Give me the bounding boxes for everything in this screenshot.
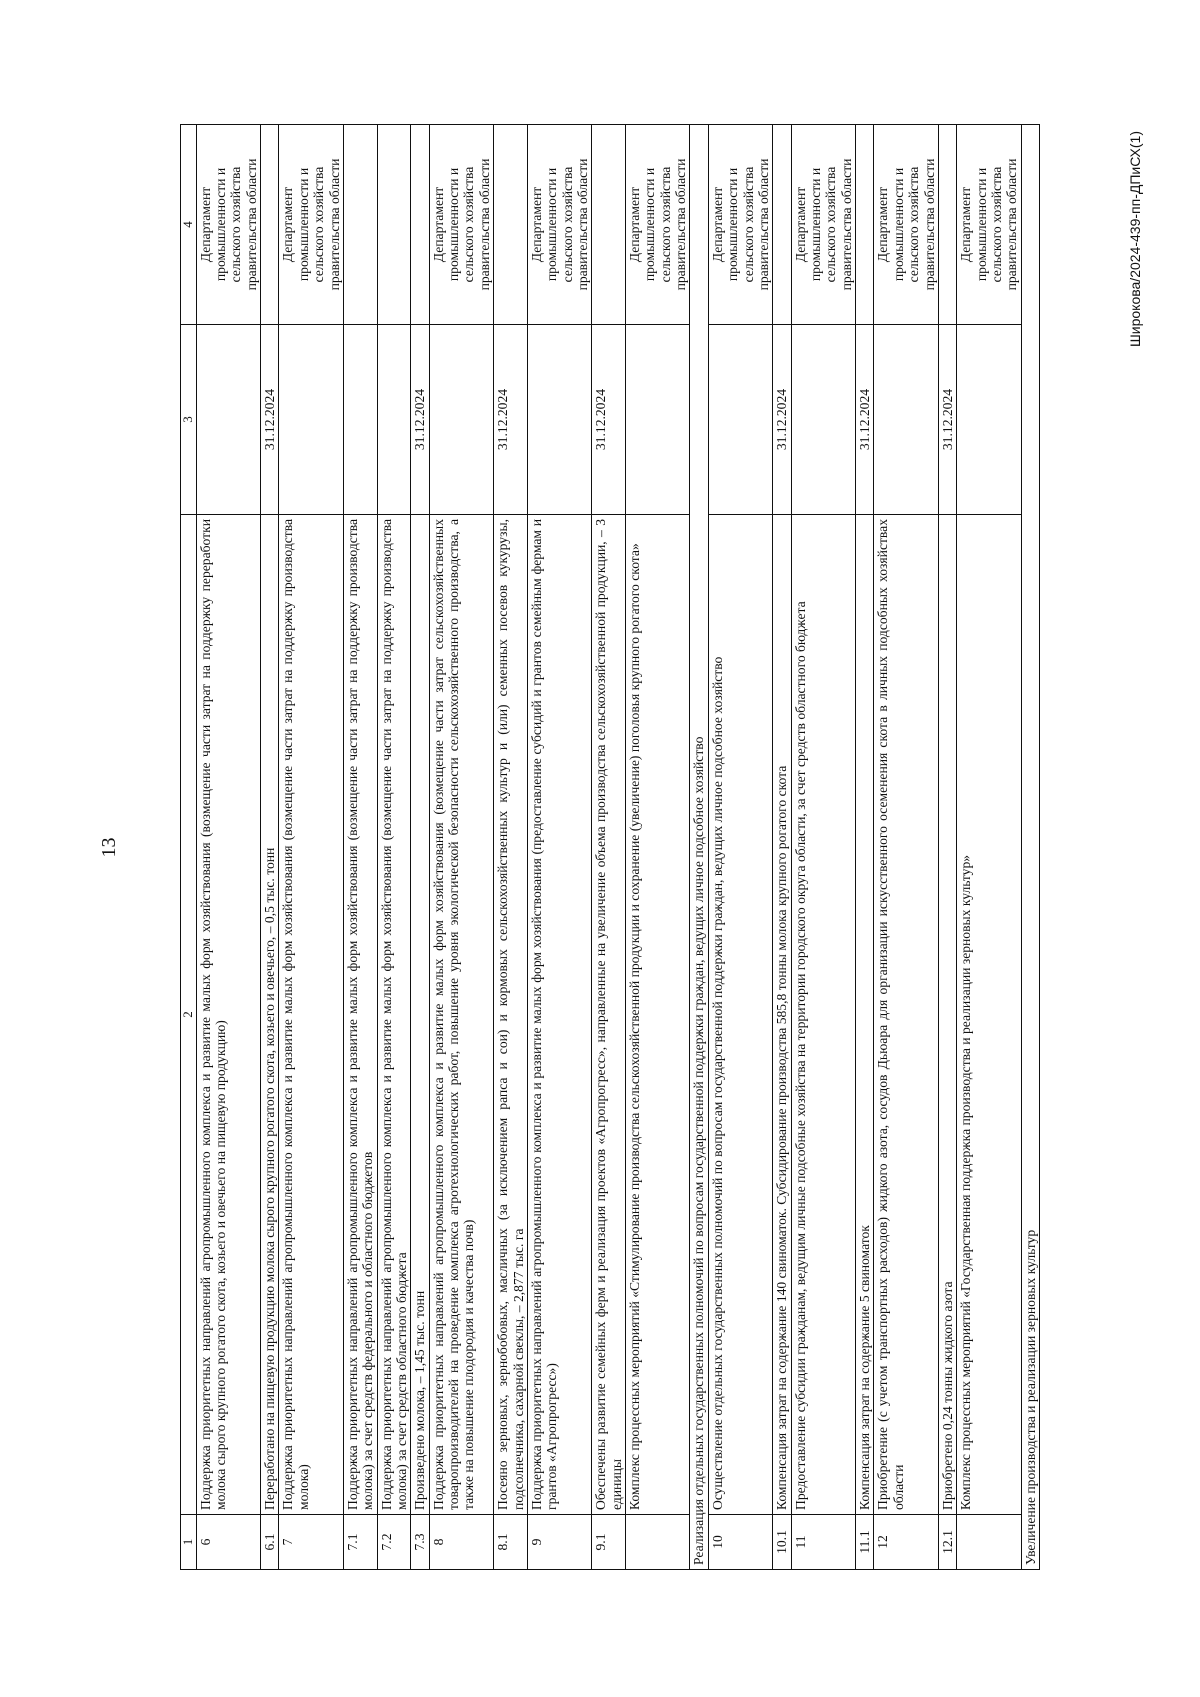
row-department [377, 125, 411, 325]
table-body [196, 125, 1039, 1570]
row-date [527, 325, 591, 515]
document-code: Широкова/2024-439-пп-ДПиСХ(1) [1127, 131, 1143, 348]
table-row [411, 125, 429, 1570]
table-row [429, 125, 493, 1570]
department-line: правительства области [574, 158, 590, 291]
department-line: Департамент [430, 186, 446, 263]
table-row [791, 125, 855, 1570]
row-number: 7 [279, 1515, 343, 1570]
row-date [791, 325, 855, 515]
row-description: Предоставление субсидии гражданам, ведущим личные подсобные хозяйства на территории городского округа области, за счет средств областного бюджета [791, 515, 855, 1515]
row-department [343, 125, 377, 325]
row-number: 12.1 [938, 1515, 956, 1570]
row-description: Компенсация затрат на содержание 140 свиноматок. Субсидирование производства 585,8 тонны молока крупного рогатого скота [773, 515, 791, 1515]
table-row [1021, 125, 1039, 1570]
row-department [494, 125, 528, 325]
table-row [343, 125, 377, 1570]
row-department [592, 125, 626, 325]
table-row [938, 125, 956, 1570]
row-date: 31.12.2024 [773, 325, 791, 515]
row-department [261, 125, 279, 325]
row-description: Поддержка приоритетных направлений агропромышленного комплекса и развитие малых форм хозяйствования (возмещение части затрат сельскохозяйственных товаропроизводителей на проведение комплекса агротехнологических работ, повышение уровня экологической безопасности сельскохозяйственного производства, а также на повышение плодородия и качества почв) [429, 515, 493, 1515]
row-number: 9.1 [592, 1515, 626, 1570]
row-department [791, 125, 855, 325]
department-line: Департамент [280, 186, 296, 263]
department-line: правительства области [1004, 158, 1020, 291]
row-description: Поддержка приоритетных направлений агропромышленного комплекса и развитие малых форм хозяйствования (возмещение части затрат на поддержку производства молока) за счет средств областного бюджета [377, 515, 411, 1515]
row-description: Посеяно зерновых, зернобобовых, масличных (за исключением рапса и сои) и кормовых сельскохозяйственных культур и (или) семенных посевов кукурузы, подсолнечника, сахарной свеклы, – 2,877 тыс. га [494, 515, 528, 1515]
row-number: 8 [429, 1515, 493, 1570]
section-title: Реализация отдельных государственных полномочий по вопросам государственной поддержки граждан, ведущих личное подсобное хозяйство [690, 125, 708, 1570]
row-date [196, 325, 260, 515]
row-date [874, 325, 938, 515]
row-number: 8.1 [494, 1515, 528, 1570]
rotated-page [98, 125, 1143, 1570]
row-department [411, 125, 429, 325]
row-department [874, 125, 938, 325]
row-date: 31.12.2024 [938, 325, 956, 515]
section-title: Увеличение производства и реализации зерновых культур [1021, 125, 1039, 1570]
row-department [773, 125, 791, 325]
department-line: промышленности и [973, 167, 989, 282]
department-line: промышленности и [213, 167, 229, 282]
table-row [708, 125, 772, 1570]
row-description: Обеспечены развитие семейных ферм и реализация проектов «Агропрогресс», направленные на увеличение объема производства сельскохозяйственной продукции, – 3 единицы [592, 515, 626, 1515]
department-line: Департамент [627, 186, 643, 263]
row-number: 6.1 [261, 1515, 279, 1570]
row-number: 11.1 [856, 1515, 874, 1570]
table-row [874, 125, 938, 1570]
department-line: сельского хозяйства [657, 166, 673, 283]
page-number: 13 [98, 837, 120, 858]
table-row [773, 125, 791, 1570]
row-date [279, 325, 343, 515]
row-date [626, 325, 690, 515]
row-date [708, 325, 772, 515]
department-line: Департамент [528, 186, 544, 263]
row-department [196, 125, 260, 325]
row-description: Поддержка приоритетных направлений агропромышленного комплекса и развитие малых форм хозяйствования (предоставление субсидий и грантов семейным фермам и грантов «Агропрогресс») [527, 515, 591, 1515]
table-row [279, 125, 343, 1570]
row-number [957, 1515, 1021, 1570]
row-date: 31.12.2024 [411, 325, 429, 515]
department-line: Департамент [958, 186, 974, 263]
row-date [429, 325, 493, 515]
row-department [708, 125, 772, 325]
row-description: Приобретено 0,24 тонны жидкого азота [938, 515, 956, 1515]
row-description: Переработано на пищевую продукцию молока сырого крупного рогатого скота, козьего и овечьего, – 0,5 тыс. тонн [261, 515, 279, 1515]
department-line: сельского хозяйства [311, 166, 327, 283]
row-department [626, 125, 690, 325]
row-number: 10 [708, 1515, 772, 1570]
row-department [279, 125, 343, 325]
row-number: 12 [874, 1515, 938, 1570]
department-line: сельского хозяйства [559, 166, 575, 283]
row-description: Поддержка приоритетных направлений агропромышленного комплекса и развитие малых форм хозяйствования (возмещение части затрат на поддержку переработки молока сырого крупного рогатого скота, козьего и овечьего на пищевую продукцию) [196, 515, 260, 1515]
department-line: сельского хозяйства [906, 166, 922, 283]
table-row [957, 125, 1021, 1570]
row-department [957, 125, 1021, 325]
header-cell: 1 [181, 1515, 197, 1570]
department-line: Департамент [792, 186, 808, 263]
row-date [957, 325, 1021, 515]
department-line: сельского хозяйства [461, 166, 477, 283]
row-description: Произведено молока, – 1,45 тыс. тонн [411, 515, 429, 1515]
department-line: промышленности и [807, 167, 823, 282]
department-line: правительства области [243, 158, 259, 291]
row-date [377, 325, 411, 515]
department-line: сельского хозяйства [988, 166, 1004, 283]
department-line: правительства области [838, 158, 854, 291]
department-line: Департамент [197, 186, 213, 263]
row-number: 6 [196, 1515, 260, 1570]
department-line: Департамент [875, 186, 891, 263]
row-number [626, 1515, 690, 1570]
row-number: 10.1 [773, 1515, 791, 1570]
department-line: сельского хозяйства [228, 166, 244, 283]
department-line: промышленности и [446, 167, 462, 282]
plan-table [180, 124, 1040, 1570]
row-number: 7.2 [377, 1515, 411, 1570]
table-row [527, 125, 591, 1570]
row-description: Комплекс процессных мероприятий «Стимулирование производства сельскохозяйственной продукции и сохранение (увеличение) поголовья крупного рогатого скота» [626, 515, 690, 1515]
row-department [856, 125, 874, 325]
department-line: правительства области [476, 158, 492, 291]
row-number: 9 [527, 1515, 591, 1570]
row-department [938, 125, 956, 325]
table-row [690, 125, 708, 1570]
row-number: 7.3 [411, 1515, 429, 1570]
row-date: 31.12.2024 [494, 325, 528, 515]
table-header-row [181, 125, 197, 1570]
table-row [196, 125, 260, 1570]
row-date: 31.12.2024 [592, 325, 626, 515]
row-description: Компенсация затрат на содержание 5 свиноматок [856, 515, 874, 1515]
table-row [626, 125, 690, 1570]
row-description: Поддержка приоритетных направлений агропромышленного комплекса и развитие малых форм хозяйствования (возмещение части затрат на поддержку производства молока) за счет средств федерального и областного бюджетов [343, 515, 377, 1515]
row-description: Осуществление отдельных государственных полномочий по вопросам государственной поддержки граждан, ведущих личное подсобное хозяйство [708, 515, 772, 1515]
header-cell: 3 [181, 325, 197, 515]
row-date: 31.12.2024 [261, 325, 279, 515]
row-department [429, 125, 493, 325]
row-date [343, 325, 377, 515]
header-cell: 4 [181, 125, 197, 325]
department-line: правительства области [921, 158, 937, 291]
department-line: правительства области [755, 158, 771, 291]
table-row [494, 125, 528, 1570]
department-line: промышленности и [890, 167, 906, 282]
table-row [856, 125, 874, 1570]
department-line: промышленности и [295, 167, 311, 282]
department-line: сельского хозяйства [823, 166, 839, 283]
header-cell: 2 [181, 515, 197, 1515]
department-line: промышленности и [642, 167, 658, 282]
row-number: 11 [791, 1515, 855, 1570]
table-row [592, 125, 626, 1570]
table-row [261, 125, 279, 1570]
department-line: промышленности и [544, 167, 560, 282]
department-line: правительства области [673, 158, 689, 291]
table-row [377, 125, 411, 1570]
department-line: промышленности и [725, 167, 741, 282]
row-description: Приобретение (с учетом транспортных расходов) жидкого азота, сосудов Дьюара для организации искусственного осеменения скота в личных подсобных хозяйствах области [874, 515, 938, 1515]
row-description: Поддержка приоритетных направлений агропромышленного комплекса и развитие малых форм хозяйствования (возмещение части затрат на поддержку производства молока) [279, 515, 343, 1515]
department-line: сельского хозяйства [740, 166, 756, 283]
department-line: правительства области [326, 158, 342, 291]
row-description: Комплекс процессных мероприятий «Государственная поддержка производства и реализации зерновых культур» [957, 515, 1021, 1515]
row-number: 7.1 [343, 1515, 377, 1570]
row-department [527, 125, 591, 325]
department-line: Департамент [709, 186, 725, 263]
row-date: 31.12.2024 [856, 325, 874, 515]
